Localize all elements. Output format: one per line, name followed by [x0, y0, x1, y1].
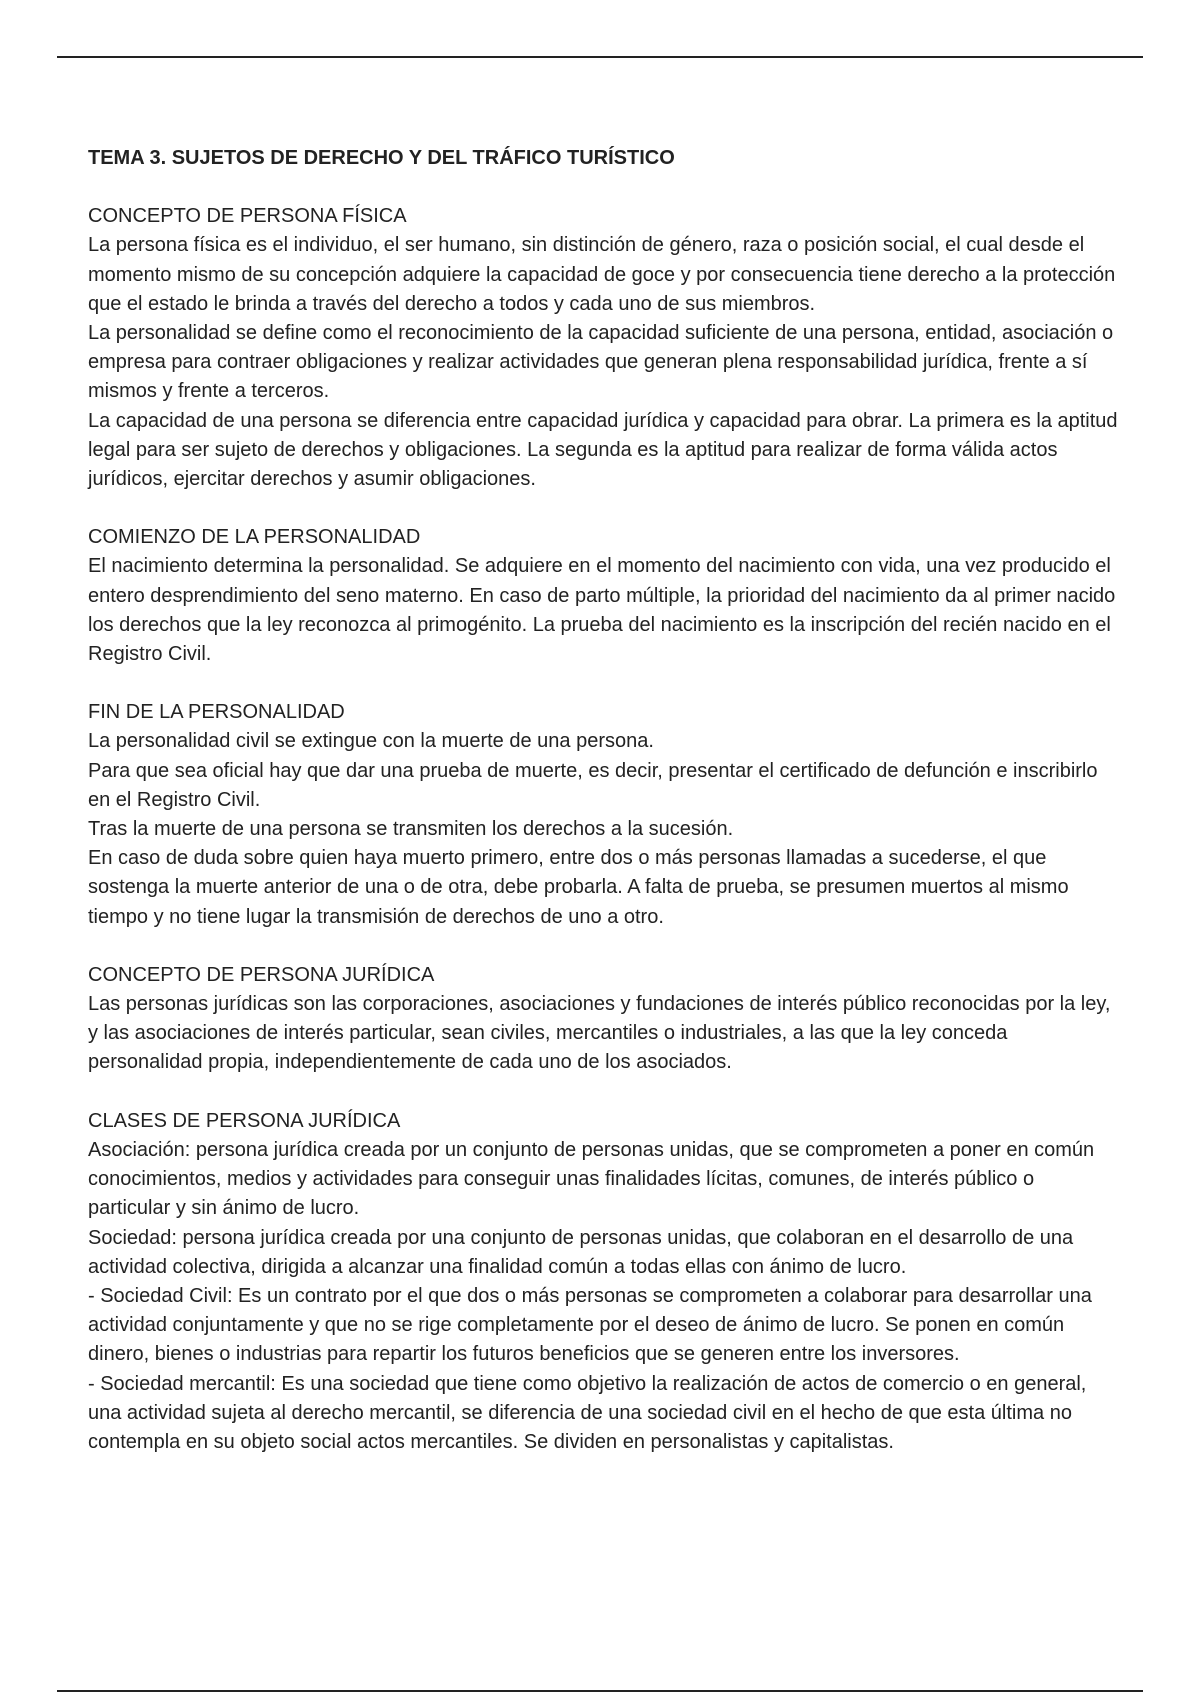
section-heading: COMIENZO DE LA PERSONALIDAD	[88, 526, 421, 549]
paragraph: El nacimiento determina la personalidad. Se adquiere en el momento del nacimiento con vida, una vez producido el entero desprendimiento del seno materno. En caso de parto múltiple, la prioridad del nacimiento da al primer nacido los derechos que la ley reconozca al primogénito. La prueba del nacimiento es la inscripción del recién nacido en el Registro Civil.	[88, 555, 1116, 666]
paragraph: Asociación: persona jurídica creada por un conjunto de personas unidas, que se comprometen a poner en común conocimientos, medios y actividades para conseguir unas finalidades lícitas, comunes, de interés público o particular y sin ánimo de lucro.	[88, 1138, 1095, 1220]
paragraph: Las personas jurídicas son las corporaciones, asociaciones y fundaciones de interés público reconocidas por la ley, y las asociaciones de interés particular, sean civiles, mercantiles o industriales, a las que la ley conceda personalidad propia, independientemente de cada uno de los asociados.	[88, 993, 1111, 1074]
section-comienzo-personalidad	[88, 523, 1120, 669]
paragraph: La persona física es el individuo, el ser humano, sin distinción de género, raza o posición social, el cual desde el momento mismo de su concepción adquiere la capacidad de goce y por consecuencia tiene derecho a la protección que el estado le brinda a través del derecho a todos y cada uno de sus miembros.	[88, 234, 1116, 315]
document-body	[88, 144, 1120, 1457]
paragraph: - Sociedad mercantil: Es una sociedad que tiene como objetivo la realización de actos de comercio o en general, una actividad sujeta al derecho mercantil, se diferencia de una sociedad civil en el hecho de que esta última no contempla en su objeto social actos mercantiles. Se dividen en personalistas y capitalistas.	[88, 1372, 1087, 1453]
section-persona-fisica	[88, 202, 1120, 494]
section-fin-personalidad	[88, 698, 1120, 932]
section-clases-persona-juridica	[88, 1107, 1120, 1457]
document-title: TEMA 3. SUJETOS DE DERECHO Y DEL TRÁFICO TURÍSTICO	[88, 147, 675, 169]
section-persona-juridica	[88, 961, 1120, 1078]
footer-divider	[57, 1690, 1143, 1692]
paragraph: La personalidad civil se extingue con la muerte de una persona.	[88, 730, 654, 753]
paragraph: Sociedad: persona jurídica creada por una conjunto de personas unidas, que colaboran en el desarrollo de una actividad colectiva, dirigida a alcanzar una finalidad común a todas ellas con ánimo de lucro.	[88, 1226, 1074, 1278]
paragraph: La capacidad de una persona se diferencia entre capacidad jurídica y capacidad para obrar. La primera es la aptitud legal para ser sujeto de derechos y obligaciones. La segunda es la aptitud para realizar de forma válida actos jurídicos, ejercitar derechos y asumir obligaciones.	[88, 409, 1118, 491]
section-heading: CONCEPTO DE PERSONA JURÍDICA	[88, 963, 435, 986]
section-heading: CLASES DE PERSONA JURÍDICA	[88, 1109, 401, 1132]
paragraph: - Sociedad Civil: Es un contrato por el que dos o más personas se comprometen a colaborar para desarrollar una actividad conjuntamente y que no se rige completamente por el deseo de ánimo de lucro. Se ponen en común dinero, bienes o industrias para repartir los futuros beneficios que se generen entre los inversores.	[88, 1284, 1092, 1366]
section-heading: CONCEPTO DE PERSONA FÍSICA	[88, 205, 407, 228]
section-heading: FIN DE LA PERSONALIDAD	[88, 701, 345, 724]
paragraph: En caso de duda sobre quien haya muerto primero, entre dos o más personas llamadas a sucederse, el que sostenga la muerte anterior de una o de otra, debe probarla. A falta de prueba, se presumen muertos al mismo tiempo y no tiene lugar la transmisión de derechos de uno a otro.	[88, 847, 1069, 928]
paragraph: La personalidad se define como el reconocimiento de la capacidad suficiente de una persona, entidad, asociación o empresa para contraer obligaciones y realizar actividades que generan plena responsabilidad jurídica, frente a sí mismos y frente a terceros.	[88, 322, 1114, 403]
paragraph: Tras la muerte de una persona se transmiten los derechos a la sucesión.	[88, 818, 734, 841]
header-divider	[57, 56, 1143, 58]
paragraph: Para que sea oficial hay que dar una prueba de muerte, es decir, presentar el certificado de defunción e inscribirlo en el Registro Civil.	[88, 759, 1098, 811]
